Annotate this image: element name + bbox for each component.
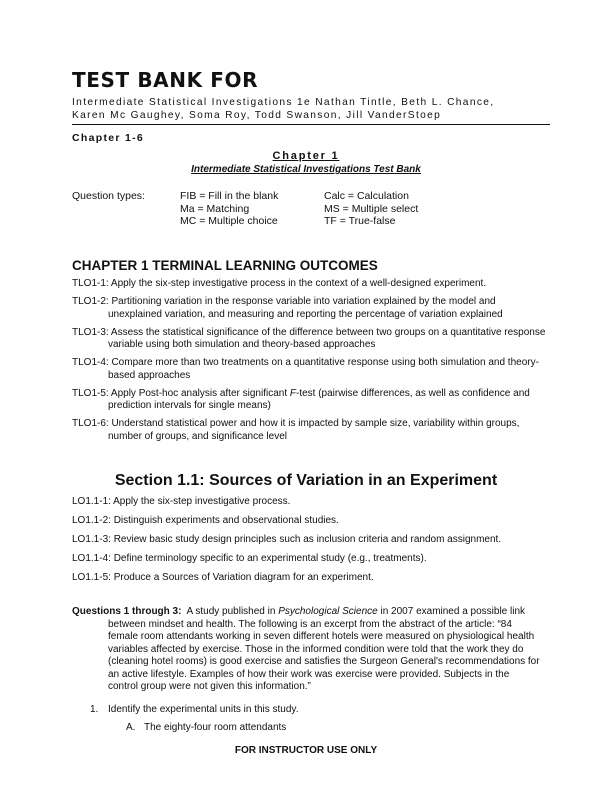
question-type-fib: FIB = Fill in the blank [180,190,279,202]
intro-text: A study published in [186,606,279,617]
tlo-text-part: TLO1-5: Apply Post-hoc analysis after significant [72,387,290,399]
tlo-item [72,388,552,413]
book-info-line-2: Karen Mc Gaughey, Soma Roy, Todd Swanson, Jill VanderStoep [72,110,442,121]
tlo-item: TLO1-3: Assess the statistical significance of the difference between two groups on a quantitative response variable using both simulation and theory-based approaches [72,326,546,350]
header-rule [72,124,550,125]
f-test-italic: F [289,387,296,399]
question-type-mc: MC = Multiple choice [180,215,278,227]
question-text: Identify the experimental units in this study. [108,704,299,715]
tlo-item: TLO1-6: Understand statistical power and how it is impacted by sample size, variability within groups, number of groups, and significance level [72,418,520,442]
chapter-range: Chapter 1-6 [72,132,145,144]
question-number: 1. [90,704,99,715]
learning-objective: LO1.1-1: Apply the six-step investigative process. [72,496,291,507]
question-type-ma: Ma = Matching [180,202,250,215]
book-info-line-1: Intermediate Statistical Investigations 1e Nathan Tintle, Beth L. Chance, [72,97,495,108]
question-types-column-1 [180,190,278,228]
test-bank-title: TEST BANK FOR [72,68,259,92]
question-types-label: Question types: [72,190,145,202]
journal-name: Psychological Science [278,606,378,617]
option-text: The eighty-four room attendants [144,722,287,733]
tlo-list [72,278,552,449]
tlo-item: TLO1-1: Apply the six-step investigative process in the context of a well-designed experiment. [72,278,487,289]
tlo-item: TLO1-2: Partitioning variation in the response variable into variation explained by the model and unexplained variation, and measuring and reporting the percentage of variation explained [72,296,503,320]
question-type-tf: TF = True-false [324,215,396,227]
questions-intro-label: Questions 1 through 3: [72,606,182,617]
learning-objective: LO1.1-5: Produce a Sources of Variation diagram for an experiment. [72,572,374,583]
tlo-item: TLO1-4: Compare more than two treatments on a quantitative response using both simulation and theory-based approaches [72,357,539,381]
question-types-column-2 [324,190,418,228]
tlo-heading: CHAPTER 1 TERMINAL LEARNING OUTCOMES [72,258,378,273]
learning-objective: LO1.1-4: Define terminology specific to an experimental study (e.g., treatments). [72,553,427,564]
intro-text: in 2007 examined a possible link between mindset and health. The following is an excerpt from the abstract of the article: “84 female room attendants working in seven different hotels were measured on physiological health variables affected by exercise. Those in the informed condition were told that the work they do (cleaning hotel rooms) is good exercise and satisfies the Surgeon General's recommendations for an active lifestyle. Examples of how their work was exercise were provided. Subjects in the control group were not given this information.” [108,606,540,692]
question-type-ms: MS = Multiple select [324,202,419,215]
option-letter: A. [126,722,136,733]
question-1-option-a [126,722,286,733]
chapter-subheading: Intermediate Statistical Investigations Test Bank [191,164,421,175]
questions-intro [72,606,542,694]
tlo-text-part: -test (pairwise differences, as well as confidence and prediction intervals for single means) [108,387,530,411]
question-type-calc: Calc = Calculation [324,190,409,202]
learning-objectives-list [72,496,562,591]
section-heading: Section 1.1: Sources of Variation in an Experiment [114,472,498,489]
footer-notice: FOR INSTRUCTOR USE ONLY [234,745,378,756]
question-1 [90,704,298,715]
learning-objective: LO1.1-2: Distinguish experiments and observational studies. [72,515,339,526]
learning-objective: LO1.1-3: Review basic study design principles such as inclusion criteria and random assignment. [72,534,502,545]
chapter-heading: Chapter 1 [272,150,340,162]
